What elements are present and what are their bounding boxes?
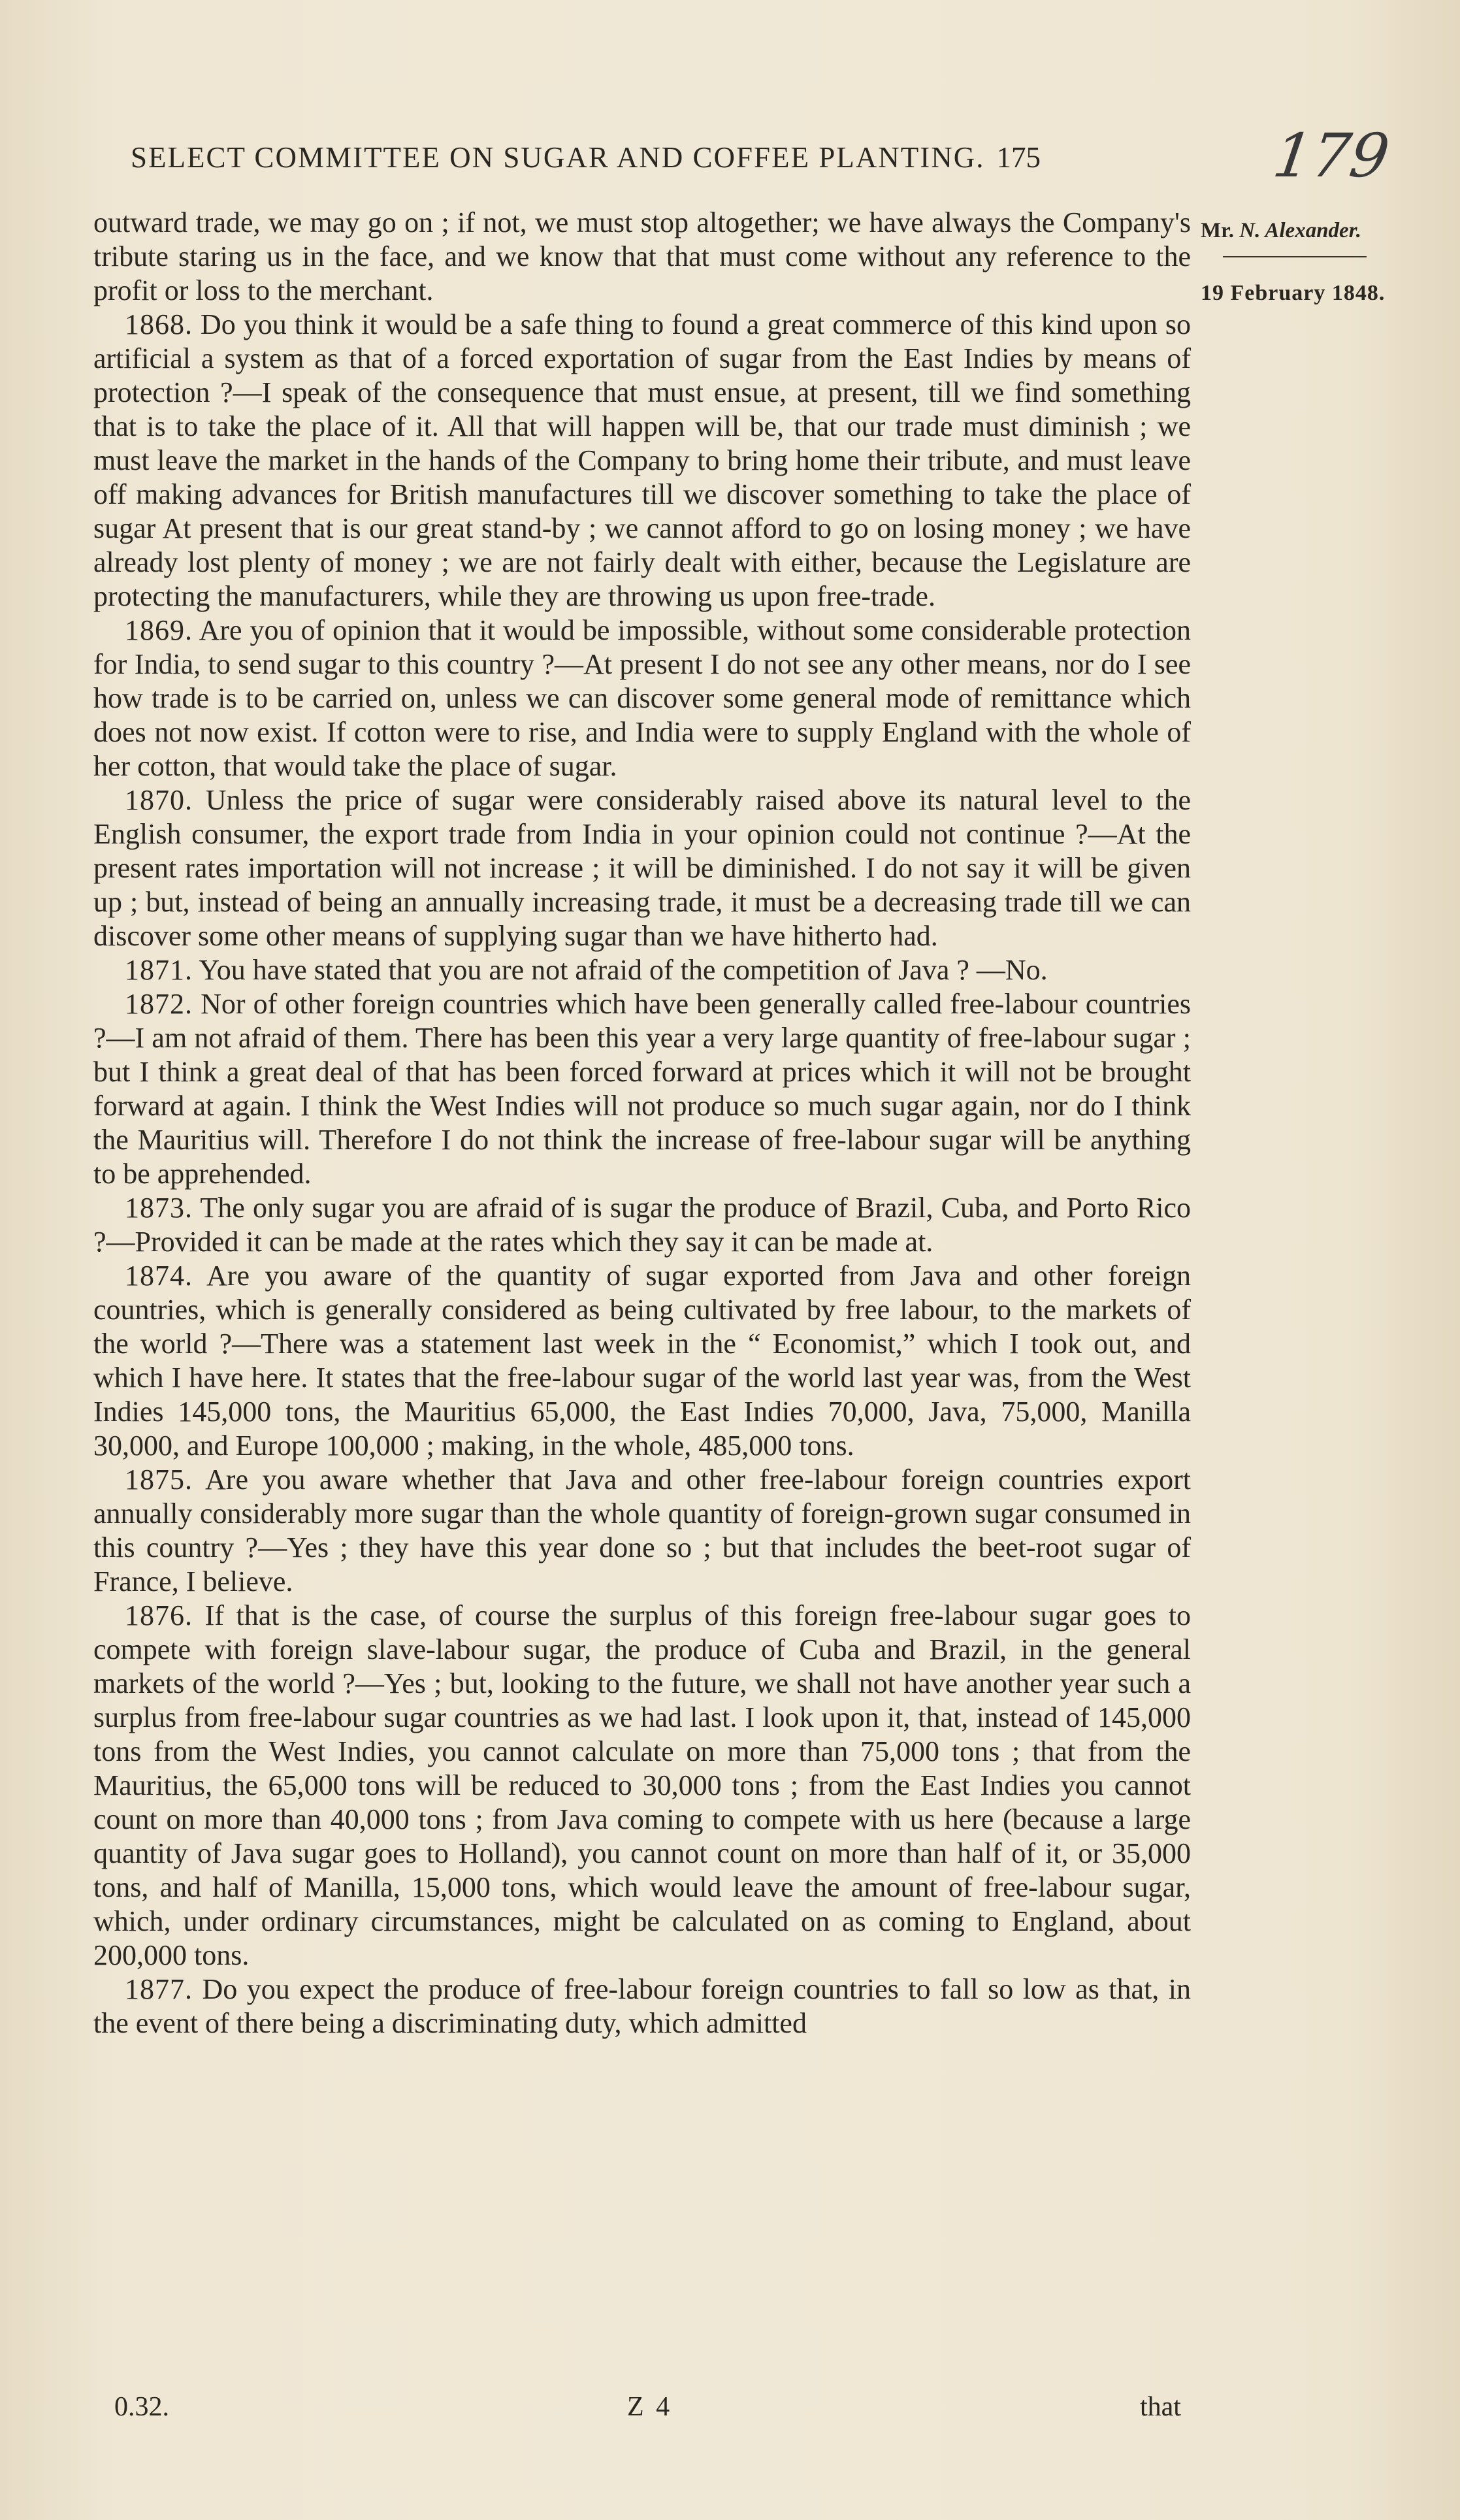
running-header — [131, 140, 1041, 174]
question-1871 — [93, 953, 1191, 987]
question-1870 — [93, 783, 1191, 953]
margin-divider — [1223, 256, 1367, 257]
footer-catchword: that — [1140, 2392, 1181, 2422]
paragraph-text: Are you aware whether that Java and other free-labour foreign countries export annually considerably more sugar than the whole quantity of foreign-grown sugar consumed in this country ?—Yes ; they have this year done so ; but that includes the beet-root sugar of France, I believe. — [93, 1464, 1191, 1597]
question-1876 — [93, 1599, 1191, 1972]
running-title: SELECT COMMITTEE ON SUGAR AND COFFEE PLANTING. — [131, 141, 985, 174]
question-1869 — [93, 614, 1191, 783]
question-1877 — [93, 1972, 1191, 2040]
question-1873 — [93, 1191, 1191, 1259]
margin-date: 19 February 1848. — [1201, 281, 1386, 305]
paragraph-text: Are you of opinion that it would be impossible, without some considerable protection for India, to send sugar to this country ?—At present I do not see any other means, nor do I see how trade is to be carried on, unless we can discover some general mode of remittance which does not now exist. If cotton were to rise, and India were to supply England with the whole of her cotton, that would take the place of sugar. — [93, 614, 1192, 782]
question-1868 — [93, 308, 1191, 614]
question-number: 1874. — [125, 1260, 193, 1292]
paragraph-text: You have stated that you are not afraid of the competition of Java ? —No. — [199, 954, 1048, 986]
question-1874 — [93, 1259, 1191, 1463]
handwritten-folio-number: 179 — [1269, 121, 1394, 191]
question-number: 1868. — [125, 308, 193, 340]
paragraph-text: The only sugar you are afraid of is sugar the produce of Brazil, Cuba, and Porto Rico ?—Provided it can be made at the rates which they say it can be made at. — [93, 1192, 1191, 1258]
question-number: 1873. — [125, 1192, 193, 1224]
paragraph-continuation — [93, 206, 1191, 308]
page-number: 175 — [996, 141, 1041, 174]
question-number: 1871. — [125, 954, 193, 986]
footer-signature-mark: Z 4 — [627, 2392, 673, 2422]
question-number: 1869. — [125, 614, 193, 646]
footer-sheet-reference: 0.32. — [114, 2392, 169, 2422]
paragraph-text: Unless the price of sugar were considerably raised above its natural level to the English consumer, the export trade from India in your opinion could not continue ?—At the present rates importation will not increase ; it will be diminished. I do not say it will be given up ; but, instead of being an annually increasing trade, it must be a decreasing trade till we can discover some other means of supplying sugar than we have hitherto had. — [93, 784, 1191, 952]
margin-witness — [1201, 219, 1416, 243]
paragraph-text: outward trade, we may go on ; if not, we must stop altogether; we have always the Company's tribute staring us in the face, and we know that that must come without any reference to the profit or loss to the merchant. — [93, 206, 1191, 306]
witness-name: N. Alexander. — [1239, 219, 1361, 242]
question-number: 1875. — [125, 1464, 193, 1496]
question-number: 1872. — [125, 988, 193, 1020]
question-number: 1876. — [125, 1599, 193, 1631]
witness-prefix: Mr. — [1201, 219, 1235, 242]
paragraph-text: Do you expect the produce of free-labour foreign countries to fall so low as that, in the event of there being a discriminating duty, which admitted — [93, 1973, 1191, 2039]
testimony-body — [93, 206, 1191, 2040]
question-number: 1870. — [125, 784, 193, 816]
question-1875 — [93, 1463, 1191, 1599]
paragraph-text: Do you think it would be a safe thing to found a great commerce of this kind upon so artificial a system as that of a forced exportation of sugar from the East Indies by means of protection ?—I speak of the consequence that must ensue, at present, till we find something that is to take the place of it. All that will happen will be, that our trade must diminish ; we must leave the market in the hands of the Company to bring home their tribute, and must leave off making advances for British manufactures till we discover something to take the place of sugar At present that is our great stand-by ; we cannot afford to go on losing money ; we have already lost plenty of money ; we are not fairly dealt with either, because the Legislature are protecting the manufacturers, while they are throwing us upon free-trade. — [93, 308, 1192, 612]
paragraph-text: If that is the case, of course the surplus of this foreign free-labour sugar goes to compete with foreign slave-labour sugar, the produce of Cuba and Brazil, in the general markets of the world ?—Yes ; but, looking to the future, we shall not have another year such a surplus from free-labour sugar countries as we had last. I look upon it, that, instead of 145,000 tons from the West Indies, you cannot calculate on more than 75,000 tons ; that from the Mauritius, the 65,000 tons will be reduced to 30,000 tons ; from the East Indies you cannot count on more than 40,000 tons ; from Java coming to compete with us here (because a large quantity of Java sugar goes to Holland), you cannot count on more than half of it, or 35,000 tons, and half of Manilla, 15,000 tons, which would leave the amount of free-labour sugar, which, under ordinary circumstances, might be calculated on as coming to England, about 200,000 tons. — [93, 1599, 1191, 1971]
paragraph-text: Are you aware of the quantity of sugar exported from Java and other foreign countries, which is generally considered as being cultivated by free labour, to the markets of the world ?—There was a statement last week in the “ Economist,” which I took out, and which I have here. It states that the free-labour sugar of the world last year was, from the West Indies 145,000 tons, the Mauritius 65,000, the East Indies 70,000, Java, 75,000, Manilla 30,000, and Europe 100,000 ; making, in the whole, 485,000 tons. — [93, 1260, 1191, 1462]
paragraph-text: Nor of other foreign countries which have been generally called free-labour countries ?—I am not afraid of them. There has been this year a very large quantity of free-labour sugar ; but I think a great deal of that has been forced forward at prices which it will not be brought forward at again. I think the West Indies will not produce so much sugar again, nor do I think the Mauritius will. Therefore I do not think the increase of free-labour sugar will be anything to be apprehended. — [93, 988, 1192, 1190]
question-1872 — [93, 987, 1191, 1191]
question-number: 1877. — [125, 1973, 193, 2005]
